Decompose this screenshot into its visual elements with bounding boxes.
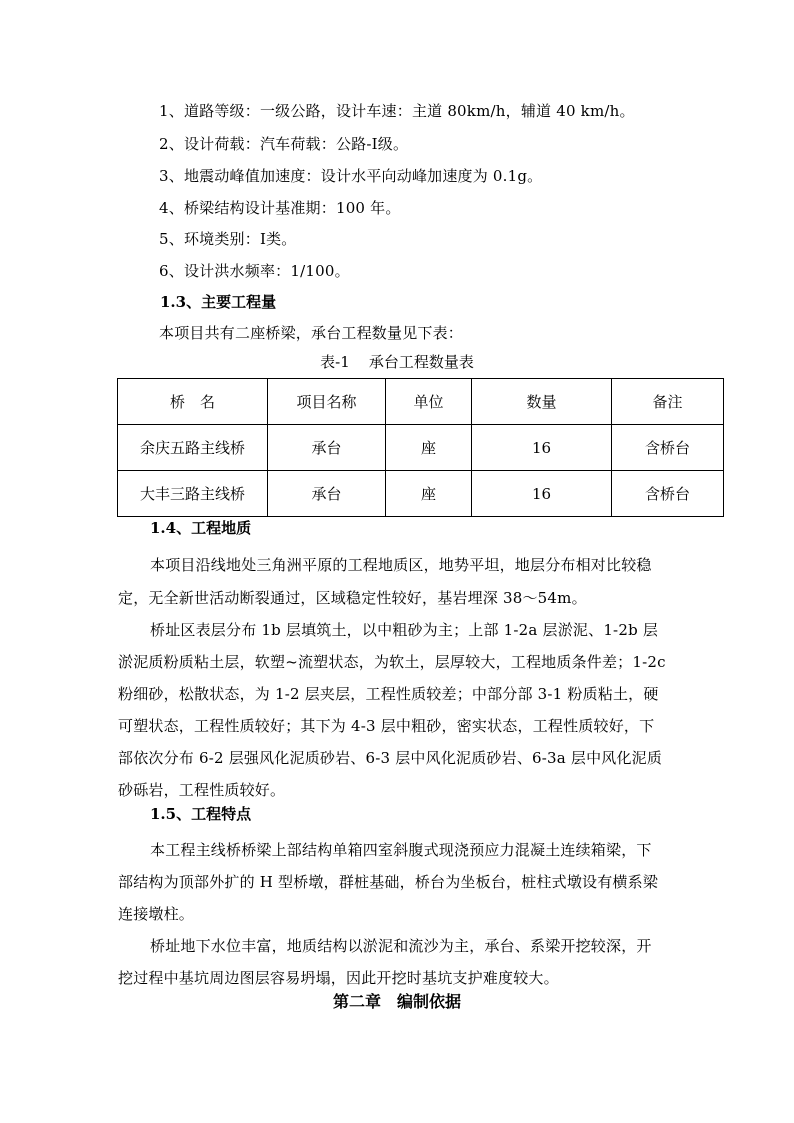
standard-item-1: 1、道路等级：一级公路，设计车速：主道 80km/h，辅道 40 km/h。	[159, 102, 635, 120]
paragraph-line: 可塑状态，工程性质较好；其下为 4-3 层中粗砂，密实状态，工程性质较好，下	[118, 717, 655, 735]
table-cell-item: 承台	[268, 471, 386, 517]
paragraph-line: 定，无全新世活动断裂通过，区域稳定性较好，基岩埋深 38～54m。	[118, 589, 587, 607]
table-cell-item: 承台	[268, 425, 386, 471]
table-header-cell: 数量	[472, 379, 612, 425]
paragraph-line: 本项目沿线地处三角洲平原的工程地质区，地势平坦，地层分布相对比较稳	[150, 556, 652, 574]
section-heading-1-4: 1.4、工程地质	[150, 519, 252, 537]
paragraph-line: 部依次分布 6-2 层强风化泥质砂岩、6-3 层中风化泥质砂岩、6-3a 层中风化泥质	[118, 749, 663, 767]
table-header-cell: 单位	[386, 379, 472, 425]
standard-item-2: 2、设计荷载：汽车荷载：公路-Ⅰ级。	[159, 135, 409, 153]
table-header-cell: 备注	[612, 379, 724, 425]
standard-item-5: 5、环境类别：Ⅰ类。	[159, 230, 297, 248]
paragraph-line: 挖过程中基坑周边图层容易坍塌，因此开挖时基坑支护难度较大。	[118, 969, 559, 987]
table-cell-unit: 座	[386, 471, 472, 517]
table-cell-quantity: 16	[472, 471, 612, 517]
paragraph-line: 桥址地下水位丰富，地质结构以淤泥和流沙为主，承台、系梁开挖较深，开	[150, 937, 652, 955]
standard-item-6: 6、设计洪水频率：1/100。	[159, 262, 350, 280]
table-cell-bridge-name: 大丰三路主线桥	[118, 471, 268, 517]
paragraph-line: 淤泥质粉质粘土层，软塑~流塑状态，为软土，层厚较大，工程地质条件差；1-2c	[118, 653, 666, 671]
table-caption: 表-1 承台工程数量表	[320, 353, 474, 371]
quantity-table	[117, 378, 724, 517]
section-heading-1-5: 1.5、工程特点	[150, 805, 252, 823]
table-cell-bridge-name: 余庆五路主线桥	[118, 425, 268, 471]
standard-item-4: 4、桥梁结构设计基准期：100 年。	[159, 199, 401, 217]
table-row	[118, 425, 724, 471]
paragraph-line: 砂砾岩，工程性质较好。	[118, 781, 286, 799]
standard-item-3: 3、地震动峰值加速度：设计水平向动峰加速度为 0.1g。	[159, 167, 543, 185]
table-header-cell: 项目名称	[268, 379, 386, 425]
chapter-title: 第二章 编制依据	[332, 992, 461, 1011]
paragraph-line: 桥址区表层分布 1b 层填筑土，以中粗砂为主；上部 1-2a 层淤泥、1-2b 层	[150, 621, 659, 639]
table-header-row	[118, 379, 724, 425]
paragraph-line: 本工程主线桥桥梁上部结构单箱四室斜腹式现浇预应力混凝土连续箱梁，下	[150, 841, 652, 859]
paragraph-line: 连接墩柱。	[118, 905, 195, 923]
table-cell-remark: 含桥台	[612, 425, 724, 471]
section-1-3-intro: 本项目共有二座桥梁，承台工程数量见下表：	[159, 324, 464, 342]
table-cell-remark: 含桥台	[612, 471, 724, 517]
paragraph-line: 部结构为顶部外扩的 H 型桥墩，群桩基础，桥台为坐板台，桩柱式墩设有横系梁	[118, 873, 659, 891]
table-header-cell: 桥 名	[118, 379, 268, 425]
table-cell-quantity: 16	[472, 425, 612, 471]
table-cell-unit: 座	[386, 425, 472, 471]
section-heading-1-3: 1.3、主要工程量	[160, 293, 277, 311]
table-row	[118, 471, 724, 517]
paragraph-line: 粉细砂，松散状态，为 1-2 层夹层，工程性质较差；中部分部 3-1 粉质粘土，硬	[118, 685, 659, 703]
